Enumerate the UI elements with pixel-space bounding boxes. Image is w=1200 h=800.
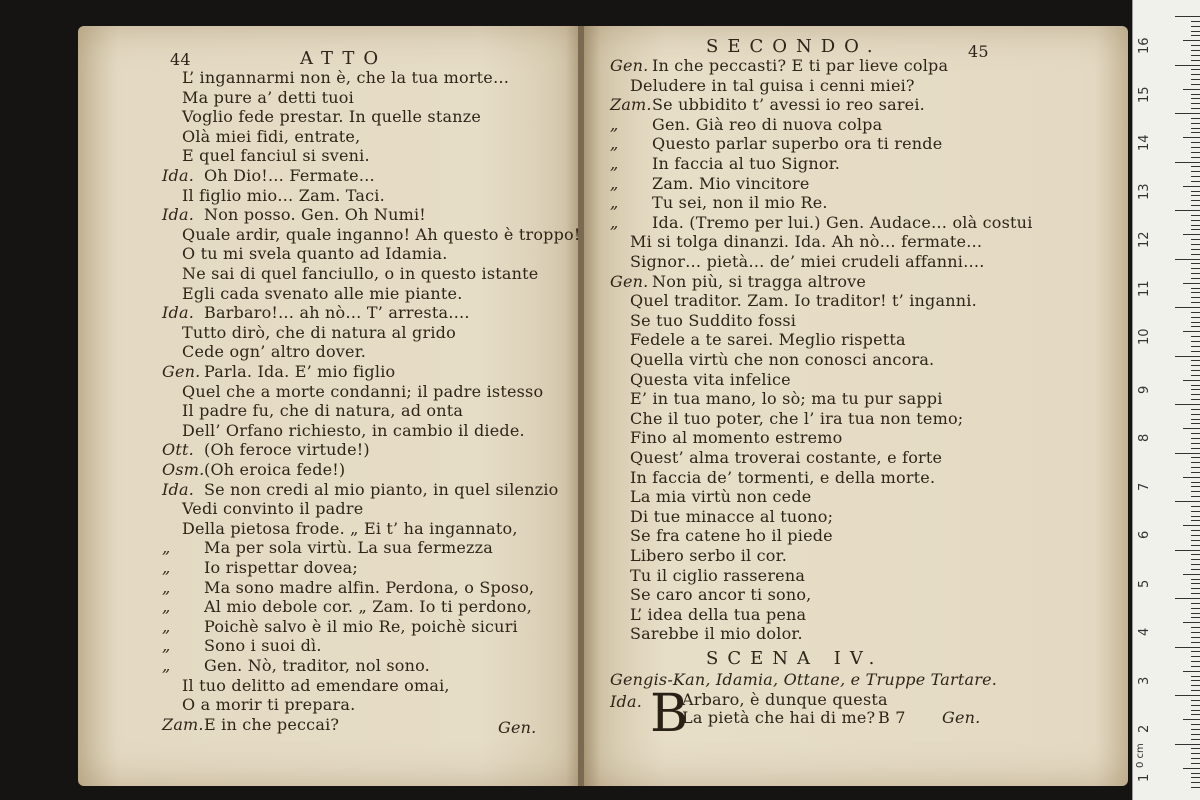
open-book [78, 26, 1128, 788]
last-speaker: Ida. [610, 692, 642, 711]
ruler-tick [1183, 719, 1200, 720]
ruler-tick [1191, 787, 1200, 788]
ruler-tick [1191, 414, 1200, 415]
ruler-tick [1191, 181, 1200, 182]
left-text-line: L’ ingannarmi non è, che la tua morte… [182, 68, 510, 87]
ruler-tick [1183, 768, 1200, 769]
ruler-tick [1175, 404, 1200, 405]
left-speaker: „ [162, 656, 171, 675]
ruler-tick [1191, 710, 1200, 711]
ruler-tick [1191, 419, 1200, 420]
ruler-tick [1191, 593, 1200, 594]
ruler-tick [1191, 734, 1200, 735]
ruler-tick [1191, 370, 1200, 371]
ruler-number: 1 [1137, 773, 1152, 782]
ruler-tick [1183, 137, 1200, 138]
ruler-tick [1175, 695, 1200, 696]
right-text-line: Quella virtù che non conosci ancora. [630, 350, 935, 369]
left-text-line: Ma per sola virtù. La sua fermezza [204, 538, 494, 558]
left-text-line: Sono i suoi dì. [204, 636, 322, 656]
measuring-ruler [1132, 0, 1200, 800]
ruler-tick [1191, 84, 1200, 85]
ruler-tick [1191, 506, 1200, 507]
ruler-tick [1191, 26, 1200, 27]
ruler-tick [1191, 433, 1200, 434]
ruler-tick [1191, 389, 1200, 390]
ruler-tick [1175, 550, 1200, 551]
ruler-number: 8 [1137, 433, 1152, 442]
ruler-tick [1191, 341, 1200, 342]
ruler-tick [1191, 423, 1200, 424]
ruler-tick [1191, 700, 1200, 701]
ruler-number: 6 [1137, 530, 1152, 539]
ruler-tick [1191, 613, 1200, 614]
right-text-line: Libero serbo il cor. [630, 546, 787, 565]
left-text-line: O tu mi svela quanto ad Idamia. [182, 244, 448, 264]
ruler-tick [1191, 215, 1200, 216]
right-text-line: In faccia de’ tormenti, e della morte. [630, 467, 936, 487]
ruler-tick [1191, 569, 1200, 570]
ruler-tick [1191, 763, 1200, 764]
ruler-tick [1191, 714, 1200, 715]
ruler-tick [1191, 496, 1200, 497]
left-speaker: „ [162, 558, 171, 577]
left-text-line: Oh Dio!… Fermate… [204, 166, 375, 185]
ruler-tick [1191, 399, 1200, 400]
right-text-line: Quel traditor. Zam. Io traditor! t’ inganni. [630, 291, 977, 311]
ruler-tick [1191, 748, 1200, 749]
ruler-tick [1191, 739, 1200, 740]
ruler-tick [1191, 520, 1200, 521]
left-text-line: Non posso. Gen. Oh Numi! [204, 205, 426, 225]
left-text-line: Vedi convinto il padre [182, 499, 364, 519]
left-text-line: Quale ardir, quale inganno! Ah questo è troppo! [182, 224, 581, 244]
left-text-line: Egli cada svenato alle mie piante. [182, 283, 463, 303]
ruler-tick [1183, 574, 1200, 575]
ruler-tick [1191, 511, 1200, 512]
right-speaker: „ [610, 154, 619, 173]
ruler-tick [1191, 554, 1200, 555]
left-text-line: Gen. Nò, traditor, nol sono. [204, 656, 430, 675]
left-text-line: Al mio debole cor. „ Zam. Io ti perdono, [204, 597, 532, 617]
ruler-tick [1191, 680, 1200, 681]
right-speaker: „ [610, 193, 619, 213]
left-catchword: Gen. [498, 718, 537, 737]
ruler-number: 15 [1137, 85, 1152, 103]
ruler-tick [1191, 94, 1200, 95]
ruler-tick [1191, 229, 1200, 230]
left-speaker: „ [162, 538, 171, 558]
ruler-tick [1191, 705, 1200, 706]
ruler-tick [1191, 773, 1200, 774]
left-speaker: Ida. [162, 479, 194, 499]
ruler-tick [1191, 530, 1200, 531]
left-speaker: „ [162, 616, 171, 636]
ruler-tick [1175, 65, 1200, 66]
ruler-tick [1191, 79, 1200, 80]
left-page-number: 44 [170, 50, 191, 69]
ruler-tick [1191, 559, 1200, 560]
ruler-tick [1191, 288, 1200, 289]
ruler-tick [1183, 622, 1200, 623]
ruler-tick [1191, 540, 1200, 541]
ruler-number: 3 [1137, 676, 1152, 685]
ruler-tick [1191, 375, 1200, 376]
left-speaker: Gen. [162, 362, 201, 381]
left-text-line: E in che peccai? [204, 714, 340, 734]
left-text-line: Parla. Ida. E’ mio figlio [204, 362, 396, 381]
last-line-2: La pietà che hai di me? [682, 708, 876, 727]
left-speaker: „ [162, 577, 171, 597]
right-speaker: Gen. [610, 271, 649, 291]
ruler-tick [1191, 220, 1200, 221]
left-speaker: „ [162, 597, 171, 617]
right-text-line: Mi si tolga dinanzi. Ida. Ah nò… fermate… [630, 232, 983, 252]
ruler-tick [1191, 118, 1200, 119]
ruler-tick [1191, 317, 1200, 318]
ruler-tick [1183, 331, 1200, 332]
ruler-tick [1191, 55, 1200, 56]
ruler-tick [1191, 545, 1200, 546]
ruler-tick [1191, 724, 1200, 725]
ruler-number: 16 [1137, 37, 1152, 54]
ruler-tick [1191, 31, 1200, 32]
ruler-tick [1183, 89, 1200, 90]
right-page-number: 45 [968, 42, 989, 61]
left-text-line: Olà miei fidi, entrate, [182, 126, 361, 146]
ruler-tick [1191, 98, 1200, 99]
right-text-line: Se caro ancor ti sono, [630, 585, 812, 605]
ruler-tick [1191, 292, 1200, 293]
ruler-tick [1191, 278, 1200, 279]
ruler-tick [1183, 525, 1200, 526]
signature-mark: B 7 [878, 708, 906, 727]
ruler-tick [1191, 603, 1200, 604]
ruler-tick [1191, 627, 1200, 628]
ruler-tick [1191, 564, 1200, 565]
right-text-line: Questo parlar superbo ora ti rende [652, 134, 943, 154]
ruler-tick [1191, 244, 1200, 245]
ruler-tick [1191, 482, 1200, 483]
left-speaker: Zam. [162, 714, 204, 734]
ruler-tick [1191, 225, 1200, 226]
ruler-tick [1191, 535, 1200, 536]
ruler-tick [1191, 50, 1200, 51]
right-text-line: Non più, si tragga altrove [652, 271, 867, 291]
right-text-line: Signor… pietà… de’ miei crudeli affanni…. [630, 252, 985, 271]
ruler-tick [1191, 491, 1200, 492]
left-speaker: Osm. [162, 460, 205, 479]
ruler-tick [1191, 205, 1200, 206]
right-text-line: In che peccasti? E ti par lieve colpa [652, 56, 949, 75]
ruler-tick [1191, 588, 1200, 589]
ruler-tick [1191, 462, 1200, 463]
ruler-tick [1191, 166, 1200, 167]
ruler-tick [1183, 477, 1200, 478]
left-text-line: Ne sai di quel fanciullo, o in questo istante [182, 264, 539, 283]
left-text-line: O a morir ti prepara. [182, 695, 356, 715]
ruler-tick [1183, 380, 1200, 381]
left-speaker: Ida. [162, 166, 194, 185]
ruler-tick [1191, 60, 1200, 61]
ruler-tick [1183, 40, 1200, 41]
ruler-number: 12 [1137, 231, 1152, 248]
right-text-line: Deludere in tal guisa i cenni miei? [630, 75, 915, 95]
ruler-tick [1191, 753, 1200, 754]
ruler-tick [1191, 152, 1200, 153]
ruler-tick [1191, 637, 1200, 638]
right-speaker: Gen. [610, 56, 649, 75]
left-text-line: Ma sono madre alfin. Perdona, o Sposo, [204, 577, 535, 597]
ruler-number: 4 [1137, 627, 1152, 636]
ruler-tick [1191, 239, 1200, 240]
left-text-line: Se non credi al mio pianto, in quel silenzio [204, 479, 559, 499]
ruler-tick [1191, 103, 1200, 104]
left-speaker: Ida. [162, 205, 194, 225]
ruler-tick [1191, 394, 1200, 395]
ruler-tick [1191, 35, 1200, 36]
ruler-tick [1191, 21, 1200, 22]
right-speaker: „ [610, 173, 619, 193]
ruler-tick [1175, 647, 1200, 648]
left-text-line: Tutto dirò, che di natura al grido [182, 322, 456, 342]
left-text-line: Poichè salvo è il mio Re, poichè sicuri [204, 616, 518, 636]
right-text-line: Gen. Già reo di nuova colpa [652, 114, 883, 134]
ruler-tick [1191, 123, 1200, 124]
ruler-tick [1191, 69, 1200, 70]
ruler-tick [1191, 608, 1200, 609]
right-speaker: Zam. [610, 95, 652, 115]
right-text-line: Questa vita infelice [630, 369, 791, 389]
ruler-tick [1175, 113, 1200, 114]
ruler-unit-label: 0 cm [1135, 743, 1146, 768]
ruler-tick [1191, 651, 1200, 652]
right-catchword: Gen. [942, 708, 981, 727]
right-speaker: „ [610, 114, 619, 134]
left-text-line: Il figlio mio… Zam. Taci. [182, 185, 385, 205]
right-text-line: Di tue minacce al tuono; [630, 506, 834, 526]
ruler-tick [1191, 297, 1200, 298]
ruler-tick [1191, 632, 1200, 633]
ruler-tick [1191, 45, 1200, 46]
ruler-tick [1191, 777, 1200, 778]
ruler-tick [1191, 128, 1200, 129]
left-text-line: Quel che a morte condanni; il padre istesso [182, 381, 544, 401]
ruler-tick [1175, 501, 1200, 502]
left-text-line: Io rispettar dovea; [204, 558, 358, 577]
ruler-tick [1183, 283, 1200, 284]
ruler-tick [1191, 690, 1200, 691]
ruler-tick [1183, 234, 1200, 235]
ruler-tick [1191, 312, 1200, 313]
ruler-tick [1191, 336, 1200, 337]
left-text-line: Dell’ Orfano richiesto, in cambio il diede. [182, 420, 525, 440]
ruler-number: 7 [1137, 482, 1152, 491]
ruler-tick [1191, 486, 1200, 487]
ruler-tick [1191, 642, 1200, 643]
ruler-tick [1191, 661, 1200, 662]
ruler-tick [1191, 583, 1200, 584]
left-text-line: E quel fanciul si sveni. [182, 146, 370, 166]
ruler-tick [1175, 162, 1200, 163]
ruler-number: 13 [1137, 182, 1152, 200]
ruler-tick [1183, 671, 1200, 672]
ruler-number: 11 [1137, 279, 1152, 297]
ruler-tick [1191, 176, 1200, 177]
ruler-tick [1191, 457, 1200, 458]
right-text-line: Sarebbe il mio dolor. [630, 624, 803, 644]
ruler-number: 5 [1137, 579, 1152, 588]
ruler-tick [1175, 210, 1200, 211]
right-text-line: Fino al momento estremo [630, 428, 843, 448]
ruler-tick [1191, 157, 1200, 158]
ruler-tick [1191, 351, 1200, 352]
ruler-tick [1191, 191, 1200, 192]
ruler-tick [1175, 598, 1200, 599]
ruler-tick [1175, 744, 1200, 745]
ruler-tick [1191, 579, 1200, 580]
left-text-line: Barbaro!… ah nò… T’ arresta…. [204, 303, 470, 323]
ruler-tick [1191, 74, 1200, 75]
ruler-tick [1191, 467, 1200, 468]
last-line-1: Arbaro, è dunque questa [682, 690, 888, 709]
ruler-number: 9 [1137, 385, 1152, 394]
ruler-tick [1191, 171, 1200, 172]
ruler-tick [1191, 142, 1200, 143]
scene-characters: Gengis-Kan, Idamia, Ottane, e Truppe Tartare. [610, 670, 998, 689]
right-text-line: L’ idea della tua pena [630, 604, 807, 624]
ruler-tick [1191, 758, 1200, 759]
ruler-tick [1191, 249, 1200, 250]
ruler-tick [1175, 259, 1200, 260]
right-text-line: E’ in tua mano, lo sò; ma tu pur sappi [630, 389, 943, 409]
ruler-tick [1191, 472, 1200, 473]
left-text-line: Voglio fede prestar. In quelle stanze [182, 107, 482, 127]
left-speaker: Ida. [162, 303, 194, 323]
ruler-number: 14 [1137, 134, 1152, 151]
right-text-line: Tu sei, non il mio Re. [652, 193, 828, 213]
ruler-tick [1191, 195, 1200, 196]
left-text-line: Il tuo delitto ad emendare omai, [182, 675, 450, 695]
right-text-line: La mia virtù non cede [630, 487, 812, 507]
right-text-line: Fedele a te sarei. Meglio rispetta [630, 330, 906, 350]
ruler-tick [1175, 453, 1200, 454]
ruler-tick [1191, 132, 1200, 133]
right-text-line: In faccia al tuo Signor. [652, 154, 841, 173]
left-text-line: Ma pure a’ detti tuoi [182, 87, 354, 107]
right-text-line: Zam. Mio vincitore [652, 173, 810, 193]
left-speaker: Ott. [162, 440, 194, 460]
right-speaker: „ [610, 212, 619, 232]
ruler-tick [1191, 409, 1200, 410]
left-text-line: Della pietosa frode. „ Ei t’ ha ingannato, [182, 518, 518, 538]
ruler-tick [1191, 200, 1200, 201]
ruler-tick [1191, 443, 1200, 444]
left-text-line: (Oh eroica fede!) [204, 460, 346, 479]
ruler-tick [1183, 186, 1200, 187]
ruler-tick [1191, 782, 1200, 783]
ruler-tick [1191, 617, 1200, 618]
left-running-header: ATTO [300, 48, 388, 69]
ruler-tick [1191, 685, 1200, 686]
ruler-number: 2 [1137, 724, 1152, 733]
ruler-tick [1175, 307, 1200, 308]
ruler-tick [1191, 360, 1200, 361]
ruler-tick [1175, 16, 1200, 17]
ruler-tick [1191, 676, 1200, 677]
right-speaker: „ [610, 134, 619, 154]
ruler-tick [1191, 263, 1200, 264]
left-text-line: (Oh feroce virtude!) [204, 440, 370, 460]
ruler-tick [1191, 656, 1200, 657]
ruler-tick [1191, 322, 1200, 323]
ruler-tick [1175, 356, 1200, 357]
ruler-tick [1191, 729, 1200, 730]
ruler-tick [1191, 268, 1200, 269]
right-text-line: Se fra catene ho il piede [630, 526, 833, 546]
left-text-line: Il padre fu, che di natura, ad onta [182, 401, 464, 421]
ruler-tick [1191, 346, 1200, 347]
scene-heading: SCENA IV. [706, 648, 884, 669]
right-text-line: Se tuo Suddito fossi [630, 310, 797, 330]
ruler-tick [1191, 254, 1200, 255]
ruler-tick [1191, 448, 1200, 449]
right-text-line: Se ubbidito t’ avessi io reo sarei. [652, 95, 925, 115]
ruler-tick [1191, 438, 1200, 439]
ruler-tick [1191, 302, 1200, 303]
ruler-tick [1191, 108, 1200, 109]
ruler-number: 10 [1137, 328, 1152, 345]
ruler-tick [1191, 147, 1200, 148]
ruler-tick [1191, 326, 1200, 327]
right-text-line: Quest’ alma troverai costante, e forte [630, 448, 943, 467]
right-text-line: Che il tuo poter, che l’ ira tua non temo; [630, 408, 964, 428]
right-running-header: SECONDO. [706, 36, 882, 57]
ruler-tick [1183, 428, 1200, 429]
right-text-line: Tu il ciglio rasserena [630, 565, 806, 585]
ruler-tick [1191, 666, 1200, 667]
right-text-line: Ida. (Tremo per lui.) Gen. Audace… olà costui [652, 212, 1033, 232]
ruler-tick [1191, 516, 1200, 517]
ruler-tick [1191, 365, 1200, 366]
ruler-tick [1191, 273, 1200, 274]
drop-cap: B [650, 684, 689, 744]
ruler-tick [1191, 385, 1200, 386]
left-speaker: „ [162, 636, 171, 656]
left-text-line: Cede ogn’ altro dover. [182, 342, 367, 362]
